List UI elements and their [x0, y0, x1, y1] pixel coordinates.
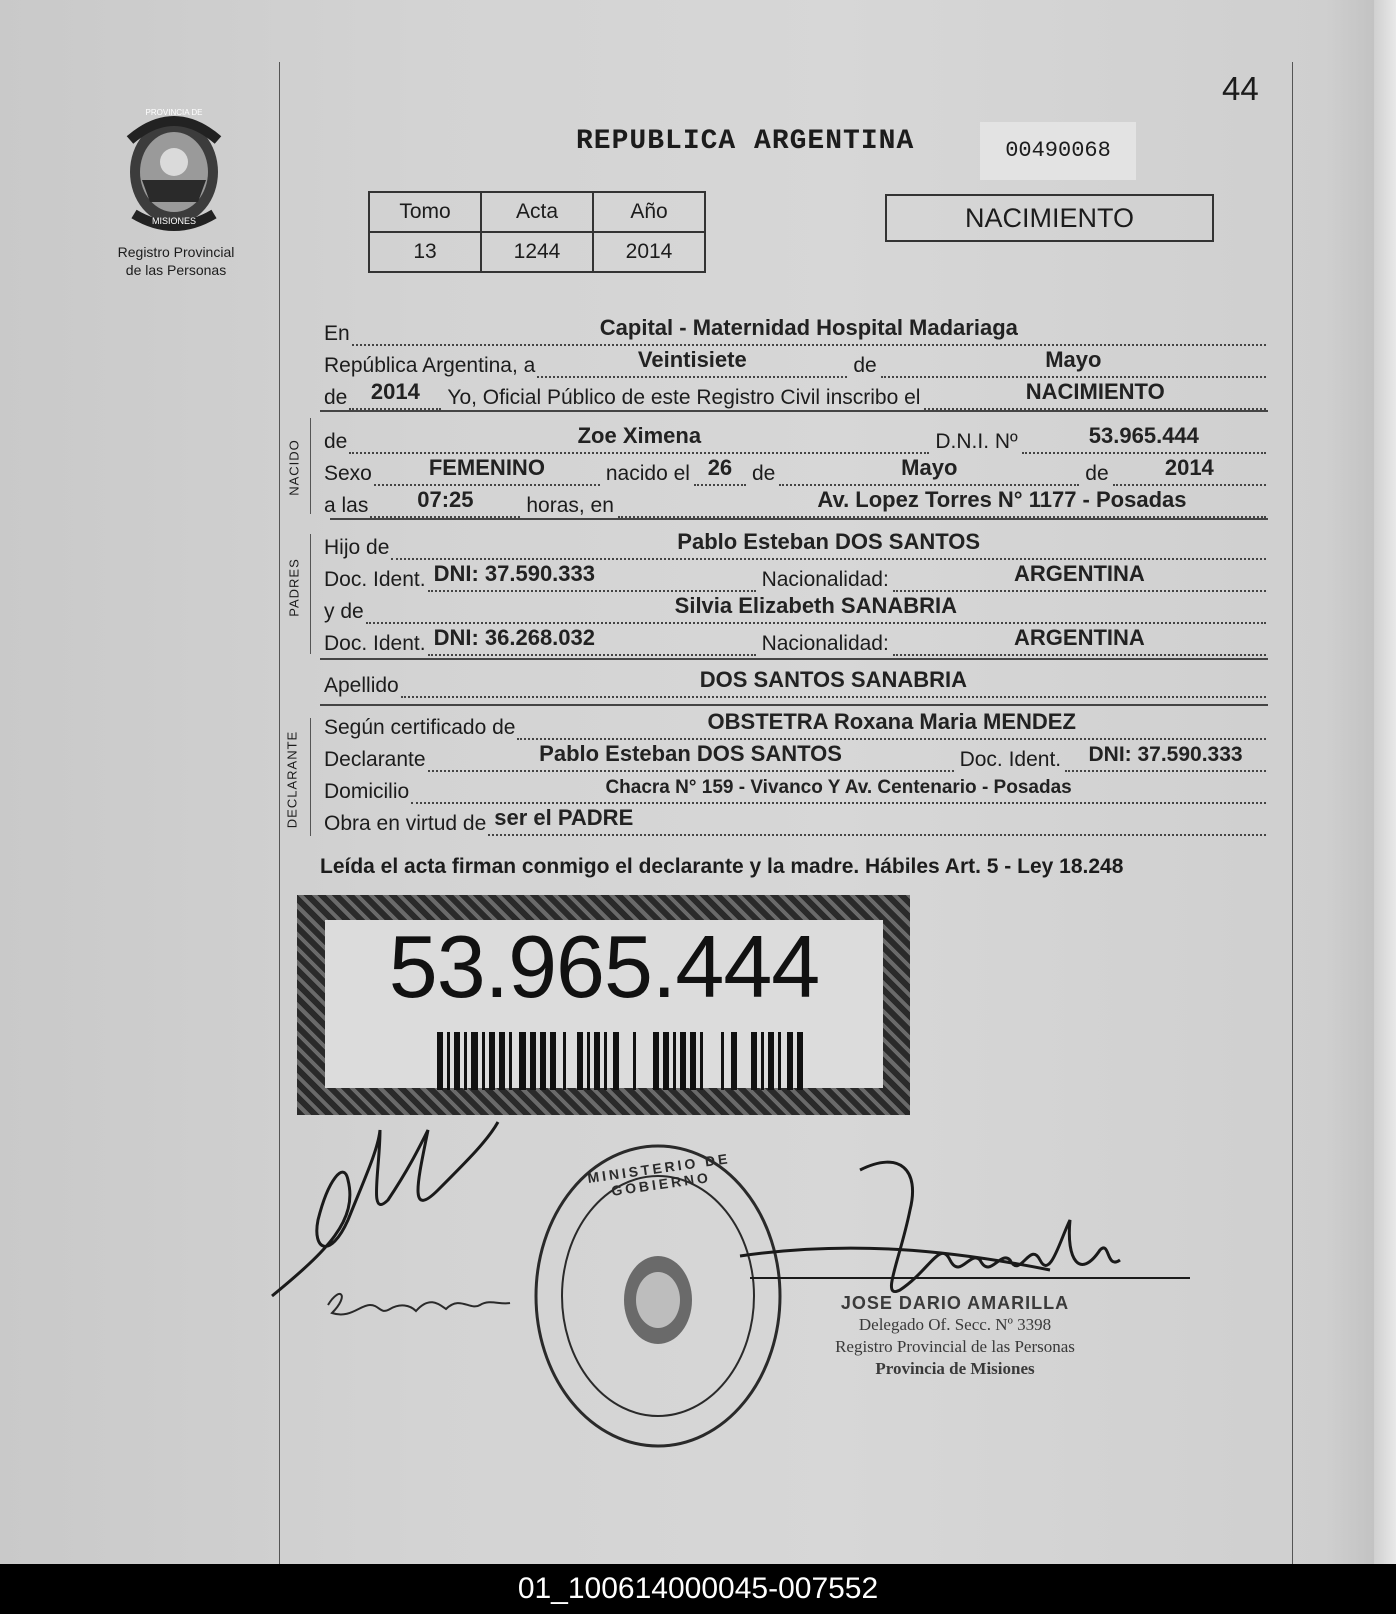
domicilio-field: [411, 778, 1266, 804]
official-province: Provincia de Misiones: [875, 1359, 1035, 1378]
mother-name-value: Silvia Elizabeth SANABRIA: [674, 593, 958, 618]
de-label: de: [853, 354, 877, 377]
nacido-bracket: [310, 418, 311, 514]
row-certificado: [324, 709, 1266, 740]
place-field: [352, 315, 1266, 346]
birth-year-value: 2014: [1164, 455, 1214, 480]
year-value: 2014: [370, 379, 420, 404]
seal-inner-text: MINISTERIO DE GOBIERNO: [586, 1150, 732, 1199]
separator-1: [320, 410, 1268, 412]
separator-2: [330, 518, 1268, 520]
mother-nationality-label: Nacionalidad:: [761, 632, 889, 655]
republica-label: República Argentina, a: [324, 354, 536, 377]
child-de-label: de: [324, 430, 348, 453]
page-number: 44: [1222, 70, 1259, 107]
mother-name-field: [366, 593, 1266, 624]
certificado-field: [517, 709, 1266, 740]
right-margin-rule: [1292, 62, 1293, 1564]
mother-doc-value: DNI: 36.268.032: [433, 625, 595, 650]
row-obra: [324, 805, 1266, 836]
domicilio-label: Domicilio: [324, 780, 410, 803]
year-prefix-label: de: [324, 386, 348, 409]
inscribo-value: NACIMIENTO: [1025, 379, 1165, 404]
official-role: Delegado Of. Secc. Nº 3398: [858, 1315, 1052, 1334]
closing-statement: Leída el acta firman conmigo el declarante y la madre. Hábiles Art. 5 - Ley 18.248: [320, 855, 1124, 878]
father-doc-value: DNI: 37.590.333: [433, 561, 595, 586]
declarante-section-label: DECLARANTE: [284, 730, 300, 829]
father-nationality-field: [893, 561, 1266, 592]
month-value: Mayo: [1045, 347, 1102, 372]
record-table-header-row: [369, 192, 705, 232]
row-time-place: [324, 487, 1266, 518]
child-name-value: Zoe Ximena: [577, 423, 702, 448]
registry-label-line2: de las Personas: [125, 262, 227, 278]
record-type-box: NACIMIENTO: [885, 194, 1214, 242]
declarante-bracket: [310, 718, 311, 836]
official-name: JOSE DARIO AMARILLA: [840, 1293, 1070, 1313]
row-date: [324, 347, 1266, 378]
child-name-field: [349, 423, 929, 454]
certificado-label: Según certificado de: [324, 716, 516, 739]
record-table-header-tomo: Tomo: [369, 192, 481, 232]
declarante-label: Declarante: [324, 748, 426, 771]
birth-day-field: [694, 455, 746, 486]
dni-sticker-panel: [325, 917, 883, 1088]
page-edge: [1374, 0, 1396, 1564]
mother-nationality-field: [893, 625, 1266, 656]
birth-day-value: 26: [707, 455, 733, 480]
birth-time-field: [370, 487, 520, 518]
birth-de1-label: de: [751, 462, 776, 485]
father-doc-field: [428, 561, 756, 592]
row-year: [324, 379, 1266, 410]
obra-field: [488, 805, 1266, 836]
mother-doc-label: Doc. Ident.: [324, 632, 426, 655]
row-surname: [324, 667, 1266, 698]
crest-top-text: PROVINCIA DE: [145, 108, 203, 117]
father-name-field: [391, 529, 1266, 560]
inscribo-label: Yo, Oficial Público de este Registro Civil inscribo el: [447, 386, 921, 409]
record-table-value-tomo: 13: [369, 232, 481, 272]
sexo-value: FEMENINO: [428, 455, 545, 480]
barcode-graphic: [437, 1032, 807, 1090]
row-child: [324, 423, 1266, 454]
father-nationality-label: Nacionalidad:: [761, 568, 889, 591]
father-name-value: Pablo Esteban DOS SANTOS: [677, 529, 981, 554]
record-table-value-acta: 1244: [481, 232, 593, 272]
declarante-field: [428, 741, 954, 772]
mother-doc-field: [428, 625, 756, 656]
nacido-el-label: nacido el: [605, 462, 690, 485]
en-label: En: [324, 322, 350, 345]
child-dni-field: [1022, 423, 1266, 454]
dni-sticker-number: 53.965.444: [388, 917, 820, 1016]
day-word-value: Veintisiete: [637, 347, 747, 372]
serial-number: 00490068: [980, 122, 1136, 180]
row-declarante: [324, 741, 1266, 772]
mother-nationality-value: ARGENTINA: [1014, 625, 1145, 650]
row-mother: [324, 593, 1266, 624]
record-table: [368, 191, 706, 273]
place-value: Capital - Maternidad Hospital Madariaga: [599, 315, 1018, 340]
record-table-header-acta: Acta: [481, 192, 593, 232]
row-father-doc: [324, 561, 1266, 592]
separator-4: [320, 704, 1268, 706]
birth-time-value: 07:25: [417, 487, 474, 512]
registry-label-line1: Registro Provincial: [117, 244, 235, 260]
birth-de2-label: de: [1085, 462, 1109, 485]
file-id-footer: 01_100614000045-007552: [0, 1564, 1396, 1614]
month-field: [881, 347, 1266, 378]
day-field: [537, 347, 847, 378]
row-sex-birth: [324, 455, 1266, 486]
sexo-label: Sexo: [324, 462, 372, 485]
child-dni-value: 53.965.444: [1088, 423, 1199, 448]
father-nationality-value: ARGENTINA: [1014, 561, 1145, 586]
crest-bottom-text: MISIONES: [151, 216, 196, 226]
padres-bracket: [310, 534, 311, 654]
left-margin-rule: [279, 62, 280, 1564]
obra-label: Obra en virtud de: [324, 812, 487, 835]
official-stamp: [820, 1292, 1090, 1380]
dni-sticker: [297, 895, 910, 1115]
sexo-field: [374, 455, 600, 486]
row-domicilio: [324, 777, 1266, 804]
certificado-value: OBSTETRA Roxana Maria MENDEZ: [707, 709, 1076, 734]
a-las-label: a las: [324, 494, 369, 517]
row-mother-doc: [324, 625, 1266, 656]
domicilio-value: Chacra N° 159 - Vivanco Y Av. Centenario - Posadas: [605, 777, 1072, 798]
declarante-value: Pablo Esteban DOS SANTOS: [539, 741, 842, 766]
record-table-value-ano: 2014: [593, 232, 705, 272]
inscribo-field: [924, 379, 1266, 410]
dni-label: D.N.I. Nº: [935, 430, 1018, 453]
row-father: [324, 529, 1266, 560]
record-table-value-row: [369, 232, 705, 272]
apellido-label: Apellido: [324, 674, 399, 697]
birth-address-field: [618, 487, 1266, 518]
obra-value: ser el PADRE: [494, 805, 634, 830]
birth-month-value: Mayo: [901, 455, 958, 480]
hijo-de-label: Hijo de: [324, 536, 390, 559]
padres-section-label: PADRES: [286, 558, 302, 617]
nacido-section-label: NACIDO: [286, 439, 302, 496]
official-registry: Registro Provincial de las Personas: [835, 1337, 1075, 1356]
declarante-doc-value: DNI: 37.590.333: [1088, 743, 1243, 766]
birth-month-field: [779, 455, 1079, 486]
year-field: [349, 379, 441, 410]
registry-label: [96, 243, 256, 279]
record-table-header-ano: Año: [593, 192, 705, 232]
declarante-doc-field: [1065, 743, 1266, 772]
declarante-doc-label: Doc. Ident.: [959, 748, 1062, 771]
birth-address-value: Av. Lopez Torres N° 1177 - Posadas: [817, 487, 1187, 512]
father-doc-label: Doc. Ident.: [324, 568, 426, 591]
surname-field: [401, 667, 1266, 698]
y-de-label: y de: [324, 600, 364, 623]
surname-value: DOS SANTOS SANABRIA: [699, 667, 968, 692]
horas-label: horas, en: [526, 494, 614, 517]
row-place: [324, 315, 1266, 346]
birth-year-field: [1113, 455, 1266, 486]
separator-3: [320, 658, 1268, 660]
document-title: REPUBLICA ARGENTINA: [576, 126, 915, 157]
